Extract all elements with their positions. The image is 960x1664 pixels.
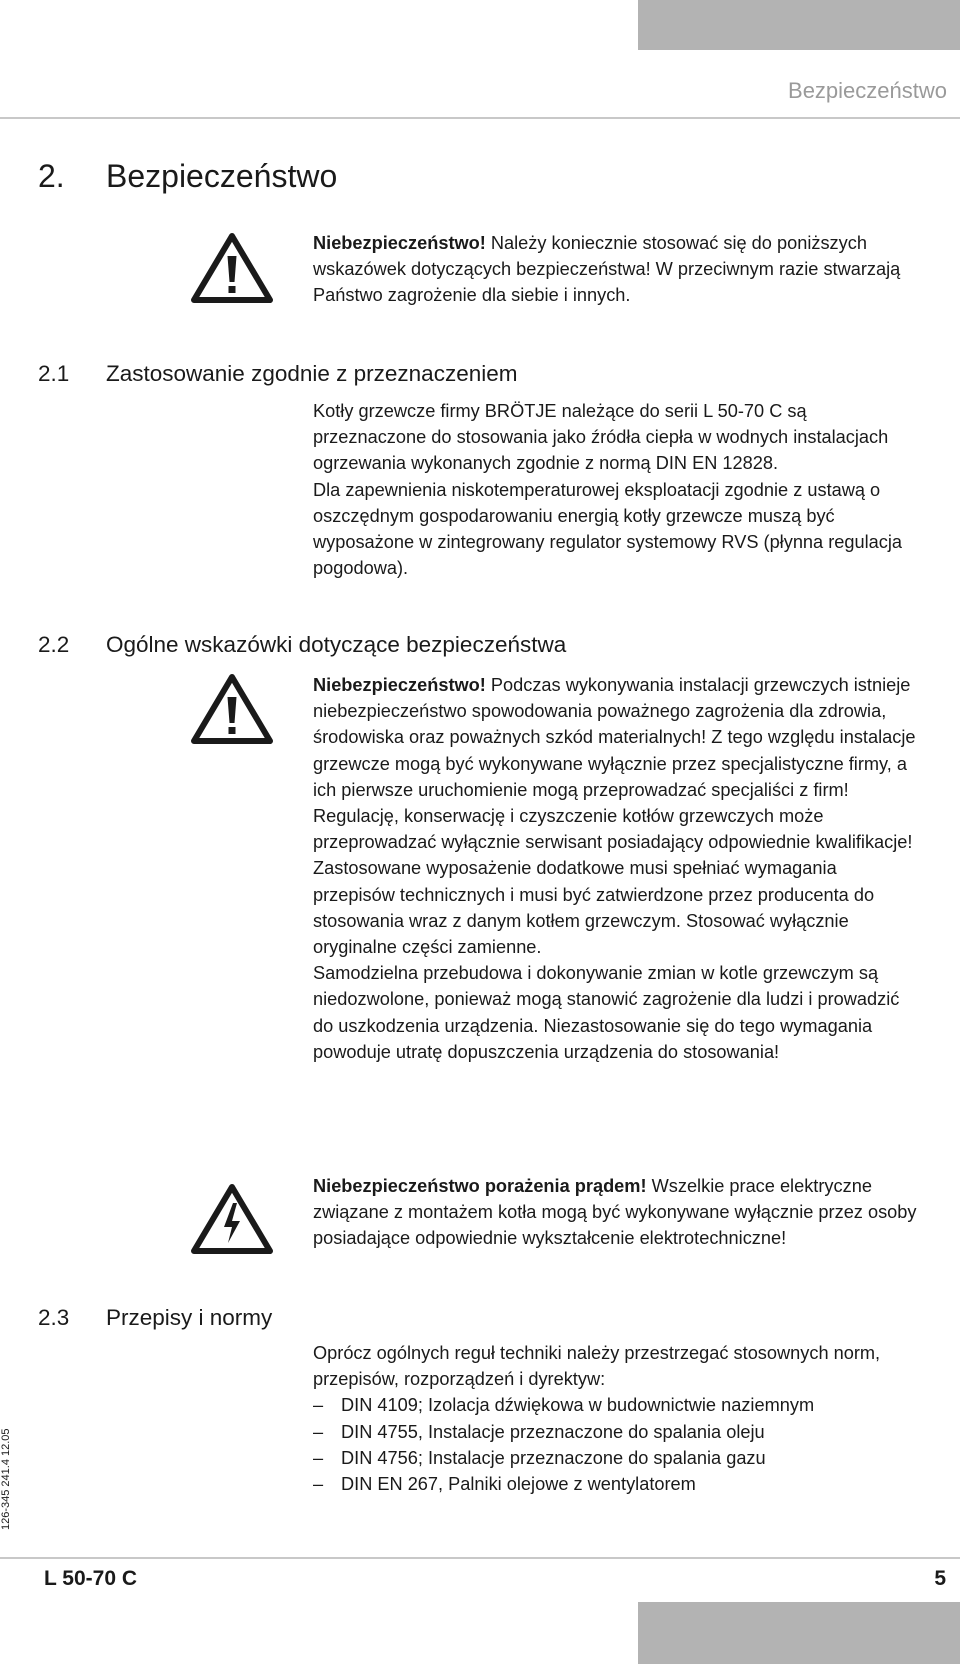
subsection-number: 2.2 xyxy=(38,632,70,657)
section-title: Bezpieczeństwo xyxy=(106,158,338,194)
list-item xyxy=(313,1471,923,1497)
subsection-heading-2-3 xyxy=(38,1305,272,1331)
high-voltage-icon xyxy=(190,1183,274,1255)
header-divider xyxy=(0,117,960,119)
list-item-text: DIN EN 267, Palniki olejowe z wentylatorem xyxy=(341,1474,696,1495)
list-item xyxy=(313,1419,923,1445)
electric-warning xyxy=(313,1173,923,1252)
intro-warning-text: Należy koniecznie stosować się do poniższych wskazówek dotyczących bezpieczeństwa! W przeciwnym razie stwarzają Państwo zagrożenie dla siebie i innych. xyxy=(313,233,901,306)
list-item-text: DIN 4109; Izolacja dźwiękowa w budownictwie naziemnym xyxy=(341,1395,815,1416)
paragraph: Samodzielna przebudowa i dokonywanie zmian w kotle grzewczym są niedozwolone, ponieważ mogą stanowić zagrożenie dla ludzi i prowadzić do uszkodzenia urządzenia. Niezastosowanie się do tego wymagania powoduje utratę dopuszczenia urządzenia do stosowania! xyxy=(313,963,900,1062)
subsection-heading-2-1 xyxy=(38,361,517,387)
list-dash: – xyxy=(313,1474,324,1495)
paragraph: Kotły grzewcze firmy BRÖTJE należące do serii L 50-70 C są przeznaczone do stosowania jako źródła ciepła w wodnych instalacjach ogrzewania wykonanych zgodnie z normą DIN EN 12828. xyxy=(313,401,889,474)
section-heading xyxy=(38,158,337,195)
section-number: 2. xyxy=(38,158,65,194)
intro-warning-label: Niebezpieczeństwo! xyxy=(313,233,486,253)
list-dash: – xyxy=(313,1421,324,1442)
danger-text: Podczas wykonywania instalacji grzewczych istnieje niebezpieczeństwo spowodowania poważnego zagrożenia dla zdrowia, środowiska oraz poważnych szkód materialnych! Z tego względu instalacje grzewcze mogą być wykonywane wyłącznie przez specjalistyczne firmy, a ich pierwsze uruchomienie mogą przeprowadzać specjaliści z firm! xyxy=(313,675,916,800)
intro-warning xyxy=(313,230,923,309)
footer-model: L 50-70 C xyxy=(44,1567,137,1590)
list-dash: – xyxy=(313,1447,324,1468)
subsection-body-2-3 xyxy=(313,1340,923,1497)
running-header: Bezpieczeństwo xyxy=(788,78,947,103)
subsection-number: 2.3 xyxy=(38,1305,70,1330)
list-item-text: DIN 4756; Instalacje przeznaczone do spalania gazu xyxy=(341,1447,766,1468)
list-item xyxy=(313,1445,923,1471)
subsection-title: Ogólne wskazówki dotyczące bezpieczeństwa xyxy=(106,632,567,657)
standards-list xyxy=(313,1392,923,1497)
footer-divider xyxy=(0,1557,960,1559)
page-number: 5 xyxy=(934,1567,946,1590)
subsection-title: Zastosowanie zgodnie z przeznaczeniem xyxy=(106,361,518,386)
paragraph: Regulację, konserwację i czyszczenie kotłów grzewczych może przeprowadzać wyłącznie serwisant posiadający odpowiednie kwalifikacje! xyxy=(313,806,913,853)
warning-triangle-icon xyxy=(190,673,274,745)
list-dash: – xyxy=(313,1395,324,1416)
electric-warning-text: Wszelkie prace elektryczne związane z montażem kotła mogą być wykonywane wyłącznie przez osoby posiadające odpowiednie wykształcenie elektrotechniczne! xyxy=(313,1176,917,1249)
electric-warning-label: Niebezpieczeństwo porażenia prądem! xyxy=(313,1176,647,1196)
subsection-body-2-1 xyxy=(313,398,923,581)
paragraph: Zastosowane wyposażenie dodatkowe musi spełniać wymagania przepisów technicznych i musi być zatwierdzone przez producenta do stosowania wraz z danym kotłem grzewczym. Stosować wyłącznie oryginalne części zamienne. xyxy=(313,858,875,958)
header-decor-bar xyxy=(638,0,960,50)
danger-label: Niebezpieczeństwo! xyxy=(313,675,486,695)
paragraph: Oprócz ogólnych reguł techniki należy przestrzegać stosownych norm, przepisów, rozporządzeń i dyrektyw: xyxy=(313,1343,881,1390)
list-item xyxy=(313,1392,923,1418)
paragraph xyxy=(313,672,923,803)
paragraph: Dla zapewnienia niskotemperaturowej eksploatacji zgodnie z ustawą o oszczędnym gospodarowaniu energią kotły grzewcze muszą być wyposażone w zintegrowany regulator systemowy RVS (płynna regulacja pogodowa). xyxy=(313,479,903,579)
subsection-body-2-2 xyxy=(313,672,923,1065)
subsection-heading-2-2 xyxy=(38,632,566,658)
list-item-text: DIN 4755, Instalacje przeznaczone do spalania oleju xyxy=(341,1421,765,1442)
warning-triangle-icon xyxy=(190,232,274,304)
subsection-title: Przepisy i normy xyxy=(106,1305,273,1330)
document-code: 126-345 241.4 12.05 xyxy=(0,1428,12,1530)
footer-decor-bar xyxy=(638,1602,960,1664)
subsection-number: 2.1 xyxy=(38,361,70,386)
